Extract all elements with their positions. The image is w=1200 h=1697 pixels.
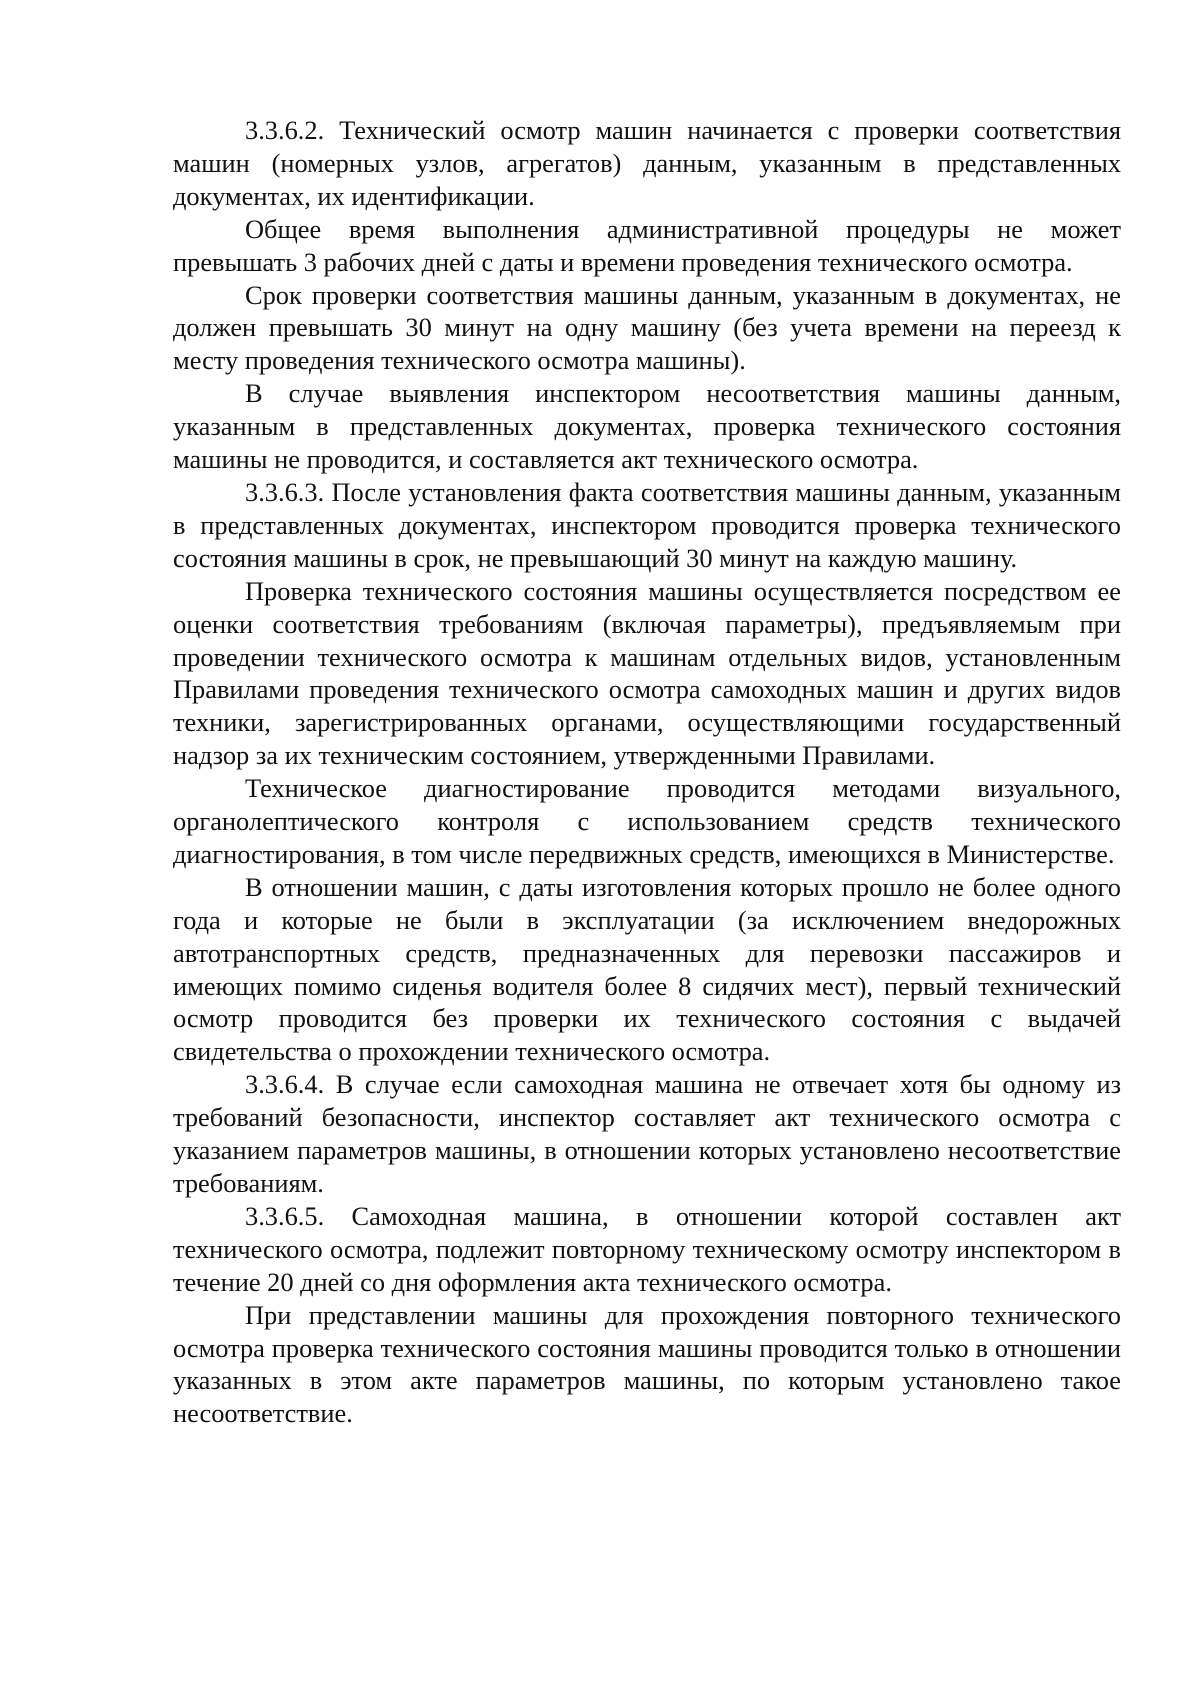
paragraph-check-term: Срок проверки соответствия машины данным, указанным в документах, не должен превышать 30 минут на одну машину (без учета времени на переезд к месту проведения технического осмотра машины). (173, 279, 1121, 376)
document-body (173, 114, 1121, 1430)
paragraph-technical-check: Проверка технического состояния машины осуществляется посредством ее оценки соответствия требованиям (включая параметры), предъявляемым при проведении технического осмотра к машинам отдельных видов, установленным Правилами проведения технического осмотра самоходных машин и других видов техники, зарегистрированных органами, осуществляющими государственный надзор за их техническим состоянием, утвержденными Правилами. (173, 575, 1121, 771)
paragraph-repeat-inspection: При представлении машины для прохождения повторного технического осмотра проверка технического состояния машины проводится только в отношении указанных в этом акте параметров машины, по которым установлено такое несоответствие. (173, 1299, 1121, 1429)
paragraph-diagnostics: Техническое диагностирование проводится методами визуального, органолептического контроля с использованием средств технического диагностирования, в том числе передвижных средств, имеющихся в Министерстве. (173, 773, 1121, 869)
paragraph-total-time: Общее время выполнения административной процедуры не может превышать 3 рабочих дней с даты и времени проведения технического осмотра. (173, 213, 1121, 277)
paragraph-new-machines: В отношении машин, с даты изготовления которых прошло не более одного года и которые не были в эксплуатации (за исключением внедорожных автотранспортных средств, предназначенных для перевозки пассажиров и имеющих помимо сиденья водителя более 8 сидячих мест), первый технический осмотр проводится без проверки их технического состояния с выдачей свидетельства о прохождении технического осмотра. (173, 871, 1121, 1067)
paragraph-3-3-6-3: 3.3.6.3. После установления факта соответствия машины данным, указанным в представленных документах, инспектором проводится проверка технического состояния машины в срок, не превышающий 30 минут на каждую машину. (173, 476, 1121, 573)
paragraph-3-3-6-5: 3.3.6.5. Самоходная машина, в отношении которой составлен акт технического осмотра, подлежит повторному техническому осмотру инспектором в течение 20 дней со дня оформления акта технического осмотра. (173, 1200, 1121, 1297)
paragraph-3-3-6-4: 3.3.6.4. В случае если самоходная машина не отвечает хотя бы одному из требований безопасности, инспектор составляет акт технического осмотра с указанием параметров машины, в отношении которых установлено несоответствие требованиям. (173, 1069, 1121, 1198)
paragraph-mismatch-case: В случае выявления инспектором несоответствия машины данным, указанным в представленных документах, проверка технического состояния машины не проводится, и составляется акт технического осмотра. (173, 378, 1121, 475)
paragraph-3-3-6-2: 3.3.6.2. Технический осмотр машин начинается с проверки соответствия машин (номерных узлов, агрегатов) данным, указанным в представленных документах, их идентификации. (173, 115, 1121, 211)
